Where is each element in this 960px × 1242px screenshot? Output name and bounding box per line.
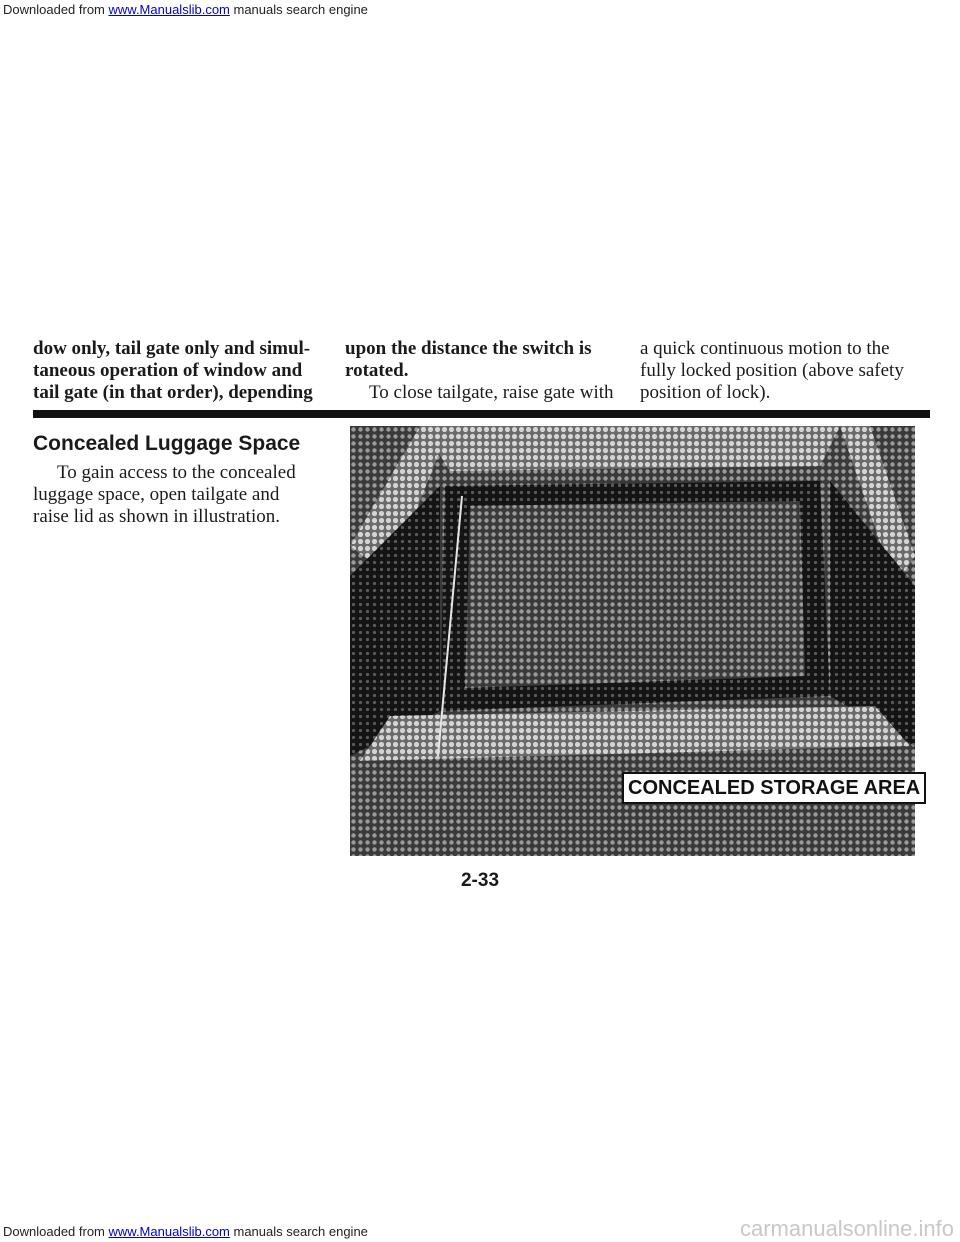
download-footer [3,1224,368,1239]
text-line: To close tailgate, raise gate with [369,382,614,403]
download-banner [3,2,368,17]
text-line: upon the distance the switch is [345,338,592,359]
page-number: 2-33 [460,870,500,891]
text-line: position of lock). [640,382,771,403]
manualslib-link[interactable]: www.Manualslib.com [108,1224,230,1239]
text-column-1 [33,338,328,404]
text-line: a quick continuous motion to the [640,338,890,359]
section-divider [33,410,930,418]
banner-prefix: Downloaded from [3,1224,109,1239]
banner-suffix: manuals search engine [229,2,368,17]
body-line: To gain access to the concealed [57,462,296,483]
text-line: tail gate (in that order), depending [33,382,313,403]
text-line: taneous operation of window and [33,360,303,381]
banner-prefix: Downloaded from [3,2,109,17]
section-body [33,462,323,528]
text-line: rotated. [345,360,409,381]
text-column-2 [345,338,625,404]
body-line: luggage space, open tailgate and [33,484,280,505]
text-line: dow only, tail gate only and simul- [33,338,311,359]
body-line: raise lid as shown in illustration. [33,506,280,527]
manualslib-link[interactable]: www.Manualslib.com [108,2,230,17]
section-heading: Concealed Luggage Space [33,432,301,455]
figure-caption: CONCEALED STORAGE AREA [622,772,926,804]
text-line: fully locked position (above safety [640,360,904,381]
banner-suffix: manuals search engine [229,1224,368,1239]
site-watermark: carmanualsonline.info [739,1216,954,1241]
text-column-3 [640,338,930,404]
